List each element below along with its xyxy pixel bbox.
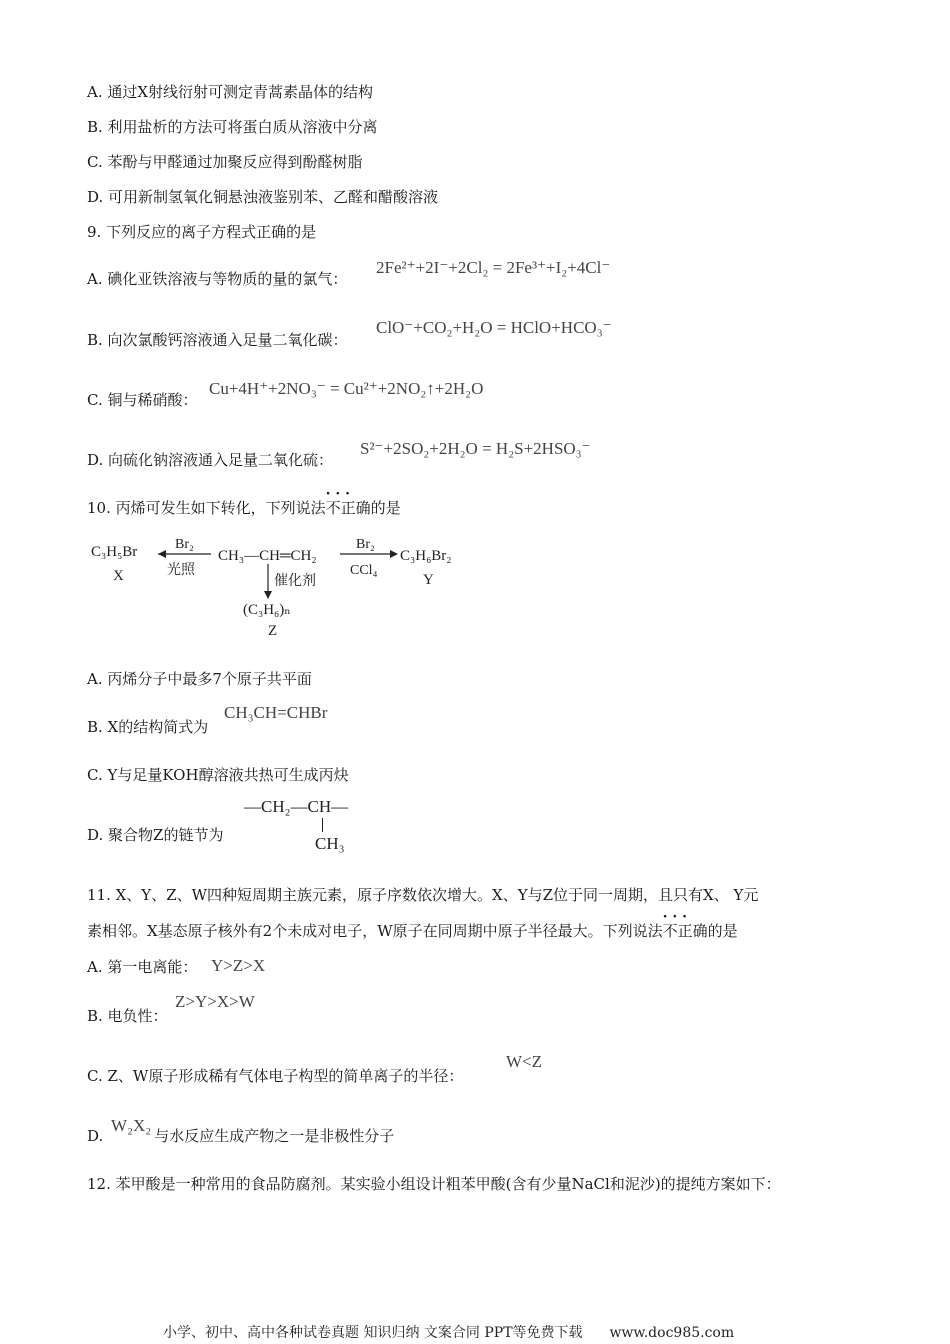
z-formula: (C₃H₆)ₙ — [243, 602, 291, 618]
q9-option-b-equation: ClO⁻+CO₂+H₂O = HClO+HCO₃⁻ — [376, 318, 612, 337]
q11-stem-line2: 素相邻。X基态原子核外有2个未成对电子，W原子在同周期中原子半径最大。下列说法· · · 不正确的是 — [87, 921, 738, 941]
q10-reaction-scheme — [88, 534, 488, 639]
q11-option-a-expr: Y>Z>X — [211, 956, 266, 975]
q8-option-c: C. 苯酚与甲醛通过加聚反应得到酚醛树脂 — [87, 153, 363, 171]
q9-stem: 9. 下列反应的离子方程式正确的是 — [87, 223, 317, 241]
q11-option-b-label: B. 电负性： — [87, 1007, 168, 1025]
footer-url[interactable]: www.doc985.com — [609, 1325, 735, 1341]
q10-option-b-label: B. X的结构简式为 — [87, 718, 209, 736]
q11-option-c-expr: W<Z — [506, 1052, 543, 1071]
q11-option-c-label: C. Z、W原子形成稀有气体电子构型的简单离子的半径： — [87, 1067, 464, 1085]
q10-option-c: C. Y与足量KOH醇溶液共热可生成丙炔 — [87, 766, 349, 784]
z-label: Z — [268, 623, 278, 639]
q10-option-d-chain-unit: —CH₂—CH— — [244, 797, 349, 816]
q11-stem-line1: 11. X、Y、Z、W四种短周期主族元素，原子序数依次增大。X、Y与Z位于同一周期，且只有X、 Y元 — [87, 886, 759, 904]
q9-option-d-equation: S²⁻+2SO₂+2H₂O = H₂S+2HSO₃⁻ — [360, 439, 591, 458]
q10-stem: 10. 丙烯可发生如下转化，下列说法· · · 不正确的是 — [87, 498, 401, 518]
arrow-right-head — [390, 550, 398, 558]
q11-option-a-label: A. 第一电离能： — [87, 958, 198, 976]
footer — [163, 1324, 734, 1342]
arrow-down-head — [264, 591, 272, 599]
y-formula: C₃H₆Br₂ — [400, 548, 452, 564]
q8-option-a: A. 通过X射线衍射可测定青蒿素晶体的结构 — [87, 83, 374, 101]
q11-option-d: D. W₂X₂与水反应生成产物之一是非极性分子 — [87, 1116, 395, 1145]
q10-option-d-bond — [322, 818, 323, 832]
q11-option-d-formula: W₂X₂ — [111, 1116, 152, 1135]
footer-text: 小学、初中、高中各种试卷真题 知识归纳 文案合同 PPT等免费下载 — [163, 1325, 583, 1341]
q9-option-c-label: C. 铜与稀硝酸： — [87, 391, 198, 409]
q10-emphasis: · · · 不正确 — [326, 498, 371, 518]
q10-option-d-label: D. 聚合物Z的链节为 — [87, 826, 224, 844]
q10-option-b-formula: CH₃CH=CHBr — [224, 703, 328, 722]
ccl4-condition: CCl₄ — [350, 563, 378, 578]
q11-option-b-expr: Z>Y>X>W — [175, 992, 255, 1011]
q10-option-d-branch: CH₃ — [315, 834, 345, 853]
q9-option-d-label: D. 向硫化钠溶液通入足量二氧化硫： — [87, 451, 334, 469]
light-condition: 光照 — [167, 563, 195, 578]
q8-option-b: B. 利用盐析的方法可将蛋白质从溶液中分离 — [87, 118, 378, 136]
q9-option-b-label: B. 向次氯酸钙溶液通入足量二氧化碳： — [87, 331, 348, 349]
catalyst-condition: 催化剂 — [274, 574, 316, 589]
q9-option-c-equation: Cu+4H⁺+2NO₃⁻ = Cu²⁺+2NO₂↑+2H₂O — [209, 379, 484, 398]
q9-option-a-equation: 2Fe²⁺+2I⁻+2Cl₂ = 2Fe³⁺+I₂+4Cl⁻ — [376, 258, 611, 277]
q11-emphasis: · · · 不正确 — [663, 921, 708, 941]
br2-right: Br₂ — [356, 537, 375, 552]
x-formula: C₃H₅Br — [91, 544, 138, 560]
y-label: Y — [423, 572, 434, 588]
q9-option-a-label: A. 碘化亚铁溶液与等物质的量的氯气： — [87, 270, 348, 288]
arrow-left-head — [158, 550, 166, 558]
propene-formula: CH₃—CH═CH₂ — [218, 548, 317, 564]
x-label: X — [113, 568, 124, 584]
q8-option-d: D. 可用新制氢氧化铜悬浊液鉴别苯、乙醛和醋酸溶液 — [87, 188, 439, 206]
q12-stem: 12. 苯甲酸是一种常用的食品防腐剂。某实验小组设计粗苯甲酸(含有少量NaCl和泥沙)的提纯方案如下： — [87, 1175, 781, 1193]
q10-option-a: A. 丙烯分子中最多7个原子共平面 — [87, 670, 312, 688]
br2-left: Br₂ — [175, 537, 194, 552]
